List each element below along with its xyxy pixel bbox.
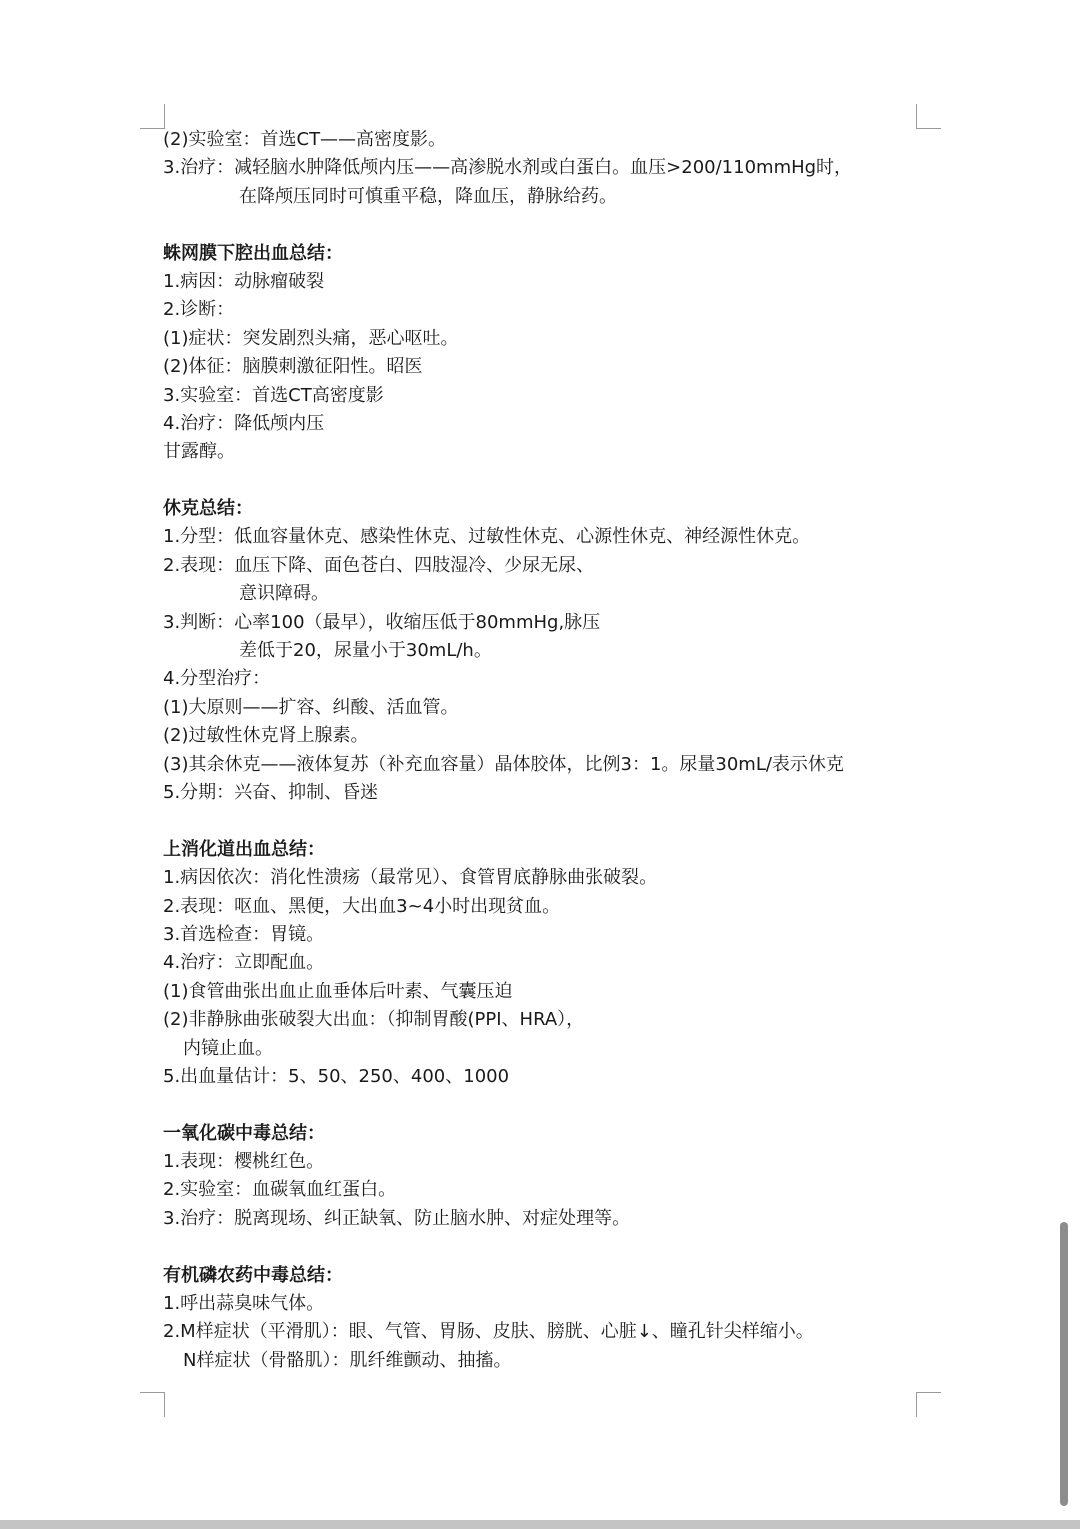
text-line: 甘露醇。 [163,441,235,463]
text-line: 4.治疗：立即配血。 [163,952,325,974]
bottom-edge-bar [0,1520,1080,1529]
section-heading: 上消化道出血总结： [163,838,325,860]
text-line: 4.分型治疗： [163,668,271,690]
text-line: 2.诊断： [163,299,235,321]
text-line: 2.实验室：血碳氧血红蛋白。 [163,1179,397,1201]
text-line: 3.治疗：减轻脑水肿降低颅内压——高渗脱水剂或白蛋白。血压>200/110mmHg时， [163,157,853,179]
crop-mark-bottom-left [140,1392,165,1417]
section-heading: 一氧化碳中毒总结： [163,1122,325,1144]
text-line: 4.治疗：降低颅内压 [163,412,325,434]
section-heading: 蛛网膜下腔出血总结： [163,242,343,264]
blank-line [163,1091,923,1119]
text-line: 5.分期：兴奋、抑制、昏迷 [163,781,379,803]
text-line: 3.判断：心率100（最早），收缩压低于80mmHg,脉压 [163,611,601,633]
crop-mark-top-left [140,104,165,129]
text-line: 1.病因：动脉瘤破裂 [163,270,325,292]
text-line: 1.呼出蒜臭味气体。 [163,1293,325,1315]
text-line: (1)食管曲张出血止血垂体后叶素、气囊压迫 [163,980,513,1002]
blank-line [163,211,923,239]
text-line: 2.表现：血压下降、面色苍白、四肢湿冷、少尿无尿、 [163,554,595,576]
text-line: (2)实验室：首选CT——高密度影。 [163,129,447,150]
text-line: 内镜止血。 [183,1037,273,1059]
text-line: (2)非静脉曲张破裂大出血：（抑制胃酸(PPI、HRA）， [163,1009,585,1031]
crop-mark-bottom-right [916,1392,941,1417]
text-line: 1.病因依次：消化性溃疡（最常见）、食管胃底静脉曲张破裂。 [163,867,658,889]
text-line: (3)其余休克——液体复苏（补充血容量）晶体胶体，比例3：1。尿量30mL/表示休克 [163,753,844,775]
text-line: 5.出血量估计：5、50、250、400、1000 [163,1065,510,1087]
text-line: N样症状（骨骼肌）：肌纤维颤动、抽搐。 [183,1349,512,1371]
text-line: 3.实验室：首选CT高密度影 [163,384,384,406]
document-body [163,126,923,1375]
text-line: 意识障碍。 [239,583,329,605]
blank-line [163,807,923,835]
text-line: 1.分型：低血容量休克、感染性休克、过敏性休克、心源性休克、神经源性休克。 [163,526,811,548]
vertical-scrollbar-thumb[interactable] [1060,1222,1068,1506]
section-heading: 有机磷农药中毒总结： [163,1264,343,1286]
text-line: (1)症状：突发剧烈头痛，恶心呕吐。 [163,327,459,349]
text-line: 3.首选检查：胃镜。 [163,923,325,945]
blank-line [163,1233,923,1261]
text-line: 2.M样症状（平滑肌）：眼、气管、胃肠、皮肤、膀胱、心脏↓、瞳孔针尖样缩小。 [163,1321,814,1343]
text-line: (2)过敏性休克肾上腺素。 [163,725,369,747]
text-line: (2)体征：脑膜刺激征阳性。昭医 [163,356,423,378]
text-line: 1.表现：樱桃红色。 [163,1151,325,1173]
section-heading: 休克总结： [163,498,253,520]
text-line: (1)大原则——扩容、纠酸、活血管。 [163,696,459,718]
text-line: 2.表现：呕血、黑便，大出血3~4小时出现贫血。 [163,895,561,917]
text-line: 差低于20，尿量小于30mL/h。 [239,640,492,662]
text-line: 3.治疗：脱离现场、纠正缺氧、防止脑水肿、对症处理等。 [163,1207,631,1229]
blank-line [163,467,923,495]
text-line: 在降颅压同时可慎重平稳，降血压，静脉给药。 [239,185,617,207]
